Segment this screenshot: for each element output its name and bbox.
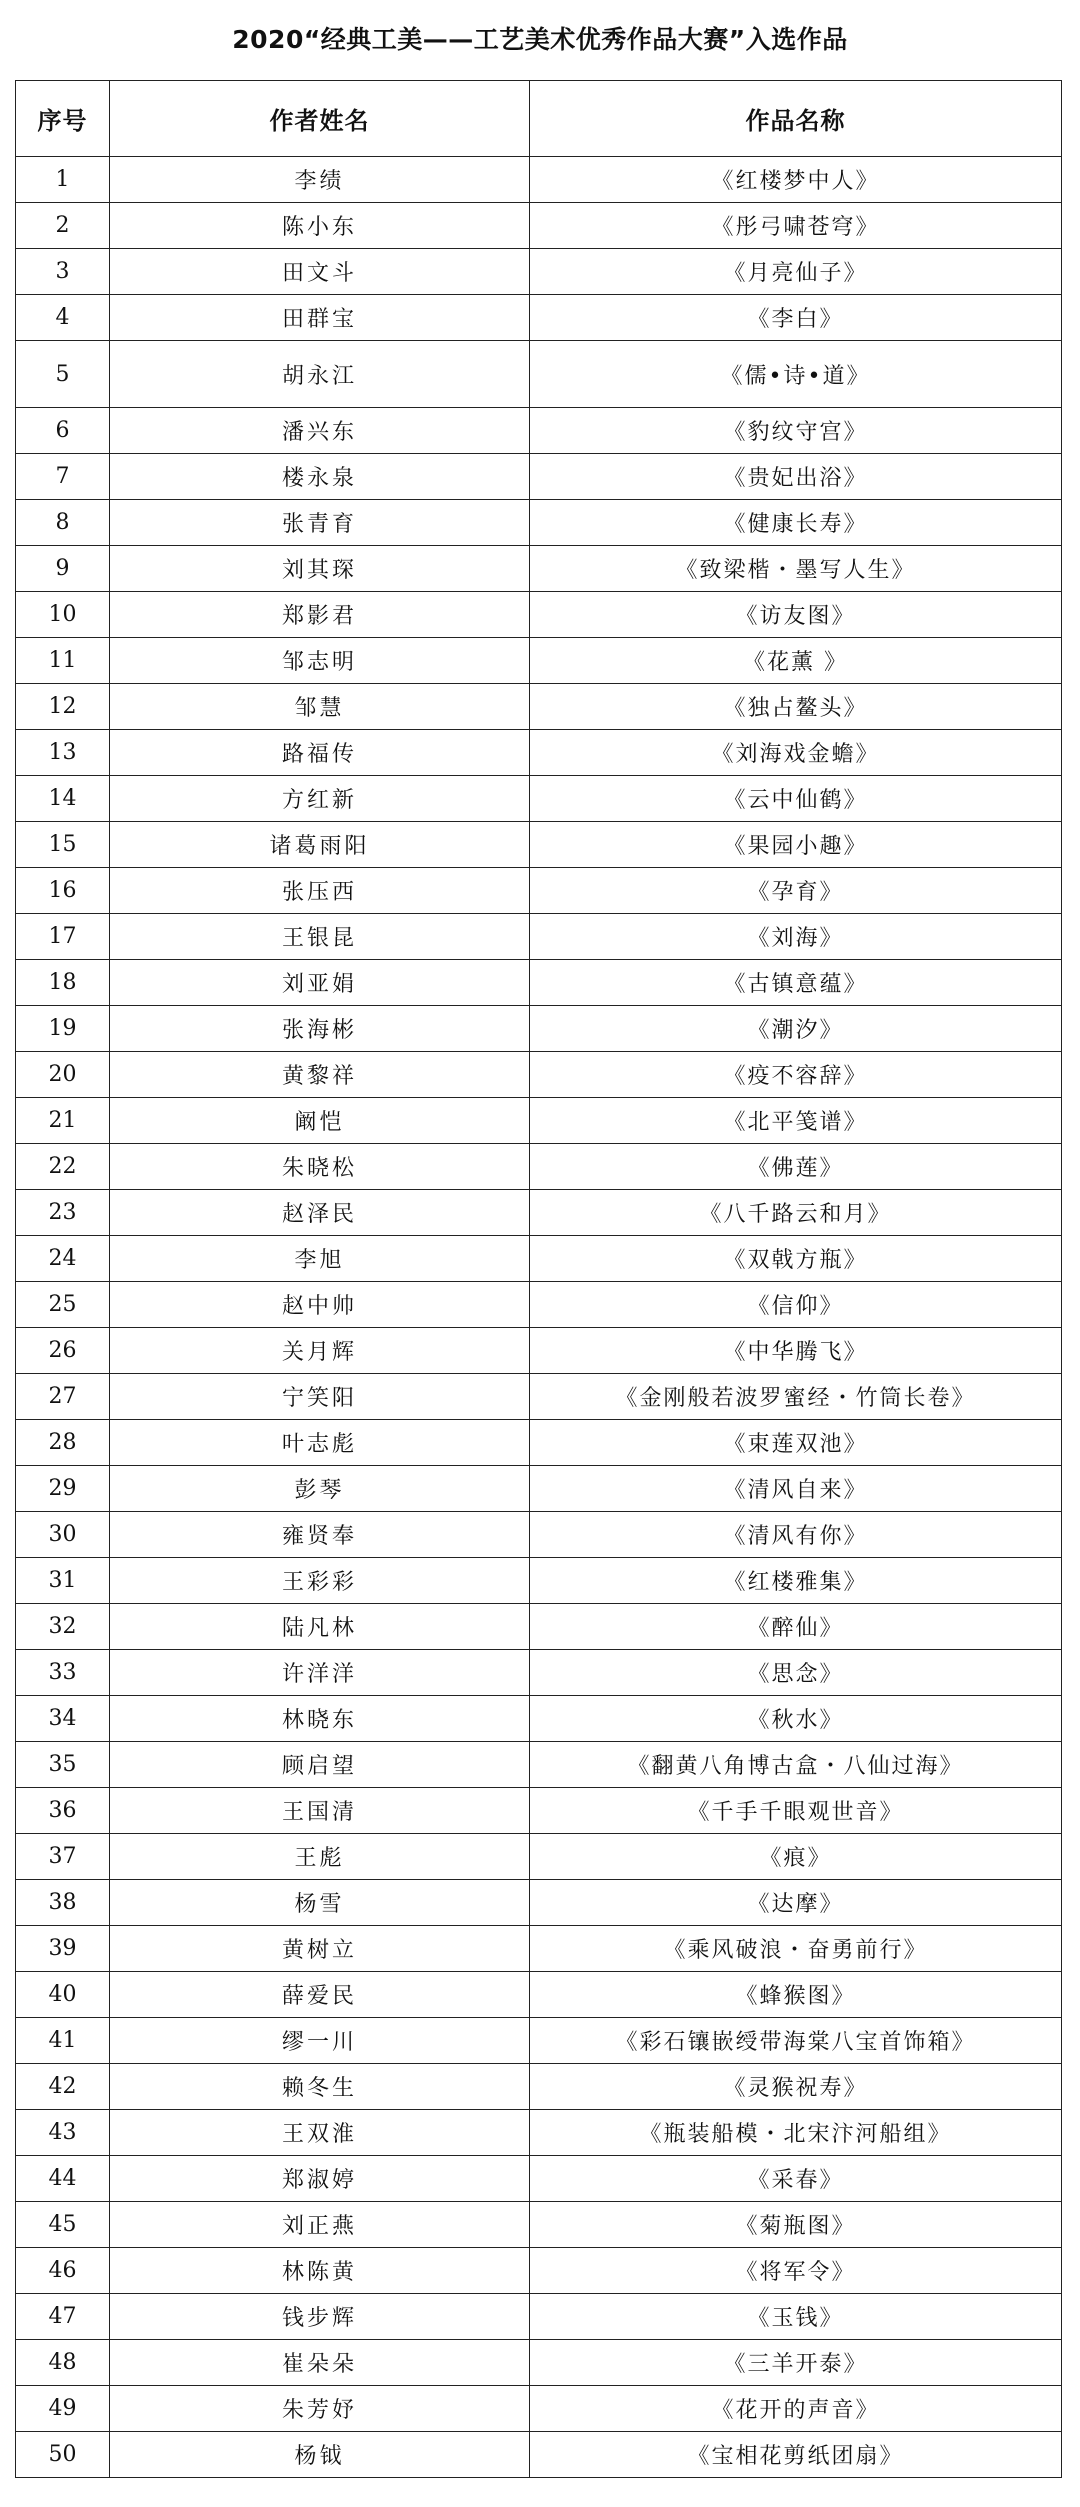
author-name: 薛爱民 [110, 1972, 530, 2018]
work-title: 《刘海》 [530, 914, 1062, 960]
header-number: 序号 [16, 81, 110, 157]
work-title: 《灵猴祝寿》 [530, 2064, 1062, 2110]
author-name: 阚恺 [110, 1098, 530, 1144]
row-number: 38 [16, 1880, 110, 1926]
author-name: 崔朵朵 [110, 2340, 530, 2386]
table-body [16, 157, 1062, 2478]
work-title: 《清风自来》 [530, 1466, 1062, 1512]
row-number: 32 [16, 1604, 110, 1650]
author-name: 王双淮 [110, 2110, 530, 2156]
author-name: 赵泽民 [110, 1190, 530, 1236]
table-row [16, 157, 1062, 203]
row-number: 39 [16, 1926, 110, 1972]
work-title: 《宝相花剪纸团扇》 [530, 2432, 1062, 2478]
author-name: 彭琴 [110, 1466, 530, 1512]
work-title: 《玉钱》 [530, 2294, 1062, 2340]
row-number: 16 [16, 868, 110, 914]
table-header-row [16, 81, 1062, 157]
entries-table [15, 80, 1062, 2478]
row-number: 46 [16, 2248, 110, 2294]
table-row [16, 822, 1062, 868]
row-number: 50 [16, 2432, 110, 2478]
work-title: 《花薰 》 [530, 638, 1062, 684]
row-number: 48 [16, 2340, 110, 2386]
row-number: 47 [16, 2294, 110, 2340]
row-number: 30 [16, 1512, 110, 1558]
table-row [16, 2064, 1062, 2110]
work-title: 《贵妃出浴》 [530, 454, 1062, 500]
author-name: 胡永江 [110, 341, 530, 408]
row-number: 23 [16, 1190, 110, 1236]
table-row [16, 2156, 1062, 2202]
table-row [16, 1926, 1062, 1972]
table-row [16, 454, 1062, 500]
author-name: 黄黎祥 [110, 1052, 530, 1098]
table-row [16, 546, 1062, 592]
author-name: 李绩 [110, 157, 530, 203]
author-name: 邹志明 [110, 638, 530, 684]
row-number: 31 [16, 1558, 110, 1604]
author-name: 路福传 [110, 730, 530, 776]
row-number: 5 [16, 341, 110, 408]
work-title: 《古镇意蕴》 [530, 960, 1062, 1006]
author-name: 赵中帅 [110, 1282, 530, 1328]
author-name: 郑影君 [110, 592, 530, 638]
table-row [16, 1880, 1062, 1926]
work-title: 《采春》 [530, 2156, 1062, 2202]
work-title: 《云中仙鹤》 [530, 776, 1062, 822]
author-name: 叶志彪 [110, 1420, 530, 1466]
table-row [16, 1466, 1062, 1512]
work-title: 《达摩》 [530, 1880, 1062, 1926]
row-number: 3 [16, 249, 110, 295]
table-row [16, 776, 1062, 822]
table-row [16, 730, 1062, 776]
author-name: 张青育 [110, 500, 530, 546]
work-title: 《金刚般若波罗蜜经・竹筒长卷》 [530, 1374, 1062, 1420]
table-row [16, 638, 1062, 684]
row-number: 17 [16, 914, 110, 960]
work-title: 《花开的声音》 [530, 2386, 1062, 2432]
author-name: 郑淑婷 [110, 2156, 530, 2202]
row-number: 49 [16, 2386, 110, 2432]
row-number: 33 [16, 1650, 110, 1696]
work-title: 《思念》 [530, 1650, 1062, 1696]
work-title: 《菊瓶图》 [530, 2202, 1062, 2248]
author-name: 邹慧 [110, 684, 530, 730]
author-name: 楼永泉 [110, 454, 530, 500]
row-number: 36 [16, 1788, 110, 1834]
work-title: 《乘风破浪・奋勇前行》 [530, 1926, 1062, 1972]
work-title: 《双戟方瓶》 [530, 1236, 1062, 1282]
row-number: 43 [16, 2110, 110, 2156]
author-name: 刘正燕 [110, 2202, 530, 2248]
author-name: 田文斗 [110, 249, 530, 295]
author-name: 缪一川 [110, 2018, 530, 2064]
row-number: 19 [16, 1006, 110, 1052]
table-row [16, 1052, 1062, 1098]
work-title: 《中华腾飞》 [530, 1328, 1062, 1374]
table-row [16, 341, 1062, 408]
work-title: 《佛莲》 [530, 1144, 1062, 1190]
author-name: 宁笑阳 [110, 1374, 530, 1420]
row-number: 37 [16, 1834, 110, 1880]
work-title: 《潮汐》 [530, 1006, 1062, 1052]
row-number: 10 [16, 592, 110, 638]
row-number: 35 [16, 1742, 110, 1788]
table-row [16, 1236, 1062, 1282]
row-number: 6 [16, 408, 110, 454]
work-title: 《彤弓啸苍穹》 [530, 203, 1062, 249]
header-work-title: 作品名称 [530, 81, 1062, 157]
document-title: 2020“经典工美——工艺美术优秀作品大赛”入选作品 [232, 25, 848, 54]
row-number: 40 [16, 1972, 110, 2018]
row-number: 27 [16, 1374, 110, 1420]
author-name: 关月辉 [110, 1328, 530, 1374]
work-title: 《红楼雅集》 [530, 1558, 1062, 1604]
row-number: 28 [16, 1420, 110, 1466]
work-title: 《访友图》 [530, 592, 1062, 638]
row-number: 2 [16, 203, 110, 249]
author-name: 朱晓松 [110, 1144, 530, 1190]
row-number: 26 [16, 1328, 110, 1374]
table-row [16, 1604, 1062, 1650]
row-number: 14 [16, 776, 110, 822]
work-title: 《千手千眼观世音》 [530, 1788, 1062, 1834]
work-title: 《疫不容辞》 [530, 1052, 1062, 1098]
work-title: 《彩石镶嵌绶带海棠八宝首饰箱》 [530, 2018, 1062, 2064]
author-name: 钱步辉 [110, 2294, 530, 2340]
row-number: 11 [16, 638, 110, 684]
work-title: 《李白》 [530, 295, 1062, 341]
row-number: 8 [16, 500, 110, 546]
row-number: 12 [16, 684, 110, 730]
author-name: 王彩彩 [110, 1558, 530, 1604]
table-row [16, 1420, 1062, 1466]
work-title: 《蜂猴图》 [530, 1972, 1062, 2018]
row-number: 45 [16, 2202, 110, 2248]
work-title: 《翻黄八角博古盒・八仙过海》 [530, 1742, 1062, 1788]
author-name: 陈小东 [110, 203, 530, 249]
author-name: 陆凡林 [110, 1604, 530, 1650]
table-row [16, 1788, 1062, 1834]
author-name: 李旭 [110, 1236, 530, 1282]
author-name: 张海彬 [110, 1006, 530, 1052]
author-name: 林晓东 [110, 1696, 530, 1742]
author-name: 赖冬生 [110, 2064, 530, 2110]
row-number: 24 [16, 1236, 110, 1282]
work-title: 《将军令》 [530, 2248, 1062, 2294]
author-name: 王彪 [110, 1834, 530, 1880]
work-title: 《三羊开泰》 [530, 2340, 1062, 2386]
work-title: 《信仰》 [530, 1282, 1062, 1328]
author-name: 刘其琛 [110, 546, 530, 592]
author-name: 刘亚娟 [110, 960, 530, 1006]
table-row [16, 295, 1062, 341]
work-title: 《痕》 [530, 1834, 1062, 1880]
author-name: 许洋洋 [110, 1650, 530, 1696]
row-number: 25 [16, 1282, 110, 1328]
work-title: 《红楼梦中人》 [530, 157, 1062, 203]
row-number: 1 [16, 157, 110, 203]
table-row [16, 2340, 1062, 2386]
table-row [16, 1006, 1062, 1052]
table-row [16, 408, 1062, 454]
author-name: 潘兴东 [110, 408, 530, 454]
table-row [16, 1558, 1062, 1604]
row-number: 9 [16, 546, 110, 592]
row-number: 22 [16, 1144, 110, 1190]
table-row [16, 1696, 1062, 1742]
table-row [16, 500, 1062, 546]
work-title: 《刘海戏金蟾》 [530, 730, 1062, 776]
work-title: 《孕育》 [530, 868, 1062, 914]
row-number: 18 [16, 960, 110, 1006]
table-row [16, 2018, 1062, 2064]
author-name: 朱芳妤 [110, 2386, 530, 2432]
row-number: 15 [16, 822, 110, 868]
work-title: 《健康长寿》 [530, 500, 1062, 546]
table-row [16, 2432, 1062, 2478]
author-name: 雍贤奉 [110, 1512, 530, 1558]
table-row [16, 1972, 1062, 2018]
table-row [16, 914, 1062, 960]
work-title: 《月亮仙子》 [530, 249, 1062, 295]
row-number: 29 [16, 1466, 110, 1512]
table-row [16, 1512, 1062, 1558]
work-title: 《儒•诗•道》 [530, 341, 1062, 408]
work-title: 《八千路云和月》 [530, 1190, 1062, 1236]
row-number: 42 [16, 2064, 110, 2110]
table-row [16, 1282, 1062, 1328]
work-title: 《清风有你》 [530, 1512, 1062, 1558]
work-title: 《醉仙》 [530, 1604, 1062, 1650]
row-number: 4 [16, 295, 110, 341]
author-name: 方红新 [110, 776, 530, 822]
work-title: 《束莲双池》 [530, 1420, 1062, 1466]
table-row [16, 592, 1062, 638]
table-row [16, 203, 1062, 249]
table-row [16, 868, 1062, 914]
author-name: 诸葛雨阳 [110, 822, 530, 868]
author-name: 王银昆 [110, 914, 530, 960]
table-row [16, 2294, 1062, 2340]
table-row [16, 1190, 1062, 1236]
work-title: 《瓶装船模・北宋汴河船组》 [530, 2110, 1062, 2156]
author-name: 田群宝 [110, 295, 530, 341]
work-title: 《独占鳌头》 [530, 684, 1062, 730]
table-row [16, 2202, 1062, 2248]
table-row [16, 960, 1062, 1006]
author-name: 王国清 [110, 1788, 530, 1834]
table-row [16, 684, 1062, 730]
author-name: 黄树立 [110, 1926, 530, 1972]
row-number: 7 [16, 454, 110, 500]
table-row [16, 2248, 1062, 2294]
table-row [16, 2110, 1062, 2156]
author-name: 杨雪 [110, 1880, 530, 1926]
table-row [16, 1374, 1062, 1420]
author-name: 张压西 [110, 868, 530, 914]
table-row [16, 1328, 1062, 1374]
row-number: 13 [16, 730, 110, 776]
table-row [16, 1144, 1062, 1190]
table-row [16, 249, 1062, 295]
table-row [16, 1098, 1062, 1144]
work-title: 《致梁楷・墨写人生》 [530, 546, 1062, 592]
table-row [16, 1834, 1062, 1880]
work-title: 《秋水》 [530, 1696, 1062, 1742]
row-number: 41 [16, 2018, 110, 2064]
row-number: 44 [16, 2156, 110, 2202]
work-title: 《北平笺谱》 [530, 1098, 1062, 1144]
header-author-name: 作者姓名 [110, 81, 530, 157]
table-row [16, 1650, 1062, 1696]
row-number: 20 [16, 1052, 110, 1098]
row-number: 34 [16, 1696, 110, 1742]
table-row [16, 1742, 1062, 1788]
row-number: 21 [16, 1098, 110, 1144]
author-name: 杨钺 [110, 2432, 530, 2478]
work-title: 《果园小趣》 [530, 822, 1062, 868]
author-name: 顾启望 [110, 1742, 530, 1788]
author-name: 林陈黄 [110, 2248, 530, 2294]
table-row [16, 2386, 1062, 2432]
work-title: 《豹纹守宫》 [530, 408, 1062, 454]
